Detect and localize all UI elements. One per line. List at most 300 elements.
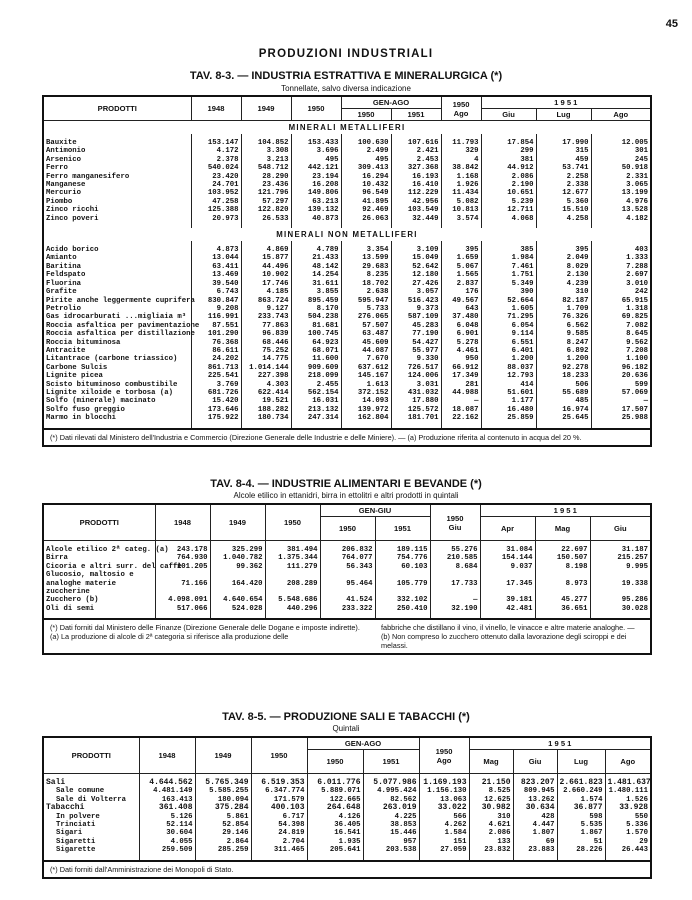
cell-value: 105.779	[375, 571, 430, 596]
cell-value: 44.496	[241, 263, 291, 271]
cell-value: 218.099	[291, 372, 341, 380]
cell-value: 13.199	[591, 189, 651, 197]
cell-value: 96.549	[341, 189, 391, 197]
cell-value: 180.094	[195, 796, 251, 804]
cell-value: 562.154	[291, 389, 341, 397]
cell-value: 285.259	[195, 846, 251, 854]
cell-value: 372.152	[341, 389, 391, 397]
cell-value: 122.820	[241, 206, 291, 214]
cell-value: 21.433	[291, 254, 341, 262]
cell-value: 25.859	[481, 414, 536, 422]
row-label: Sigaretti	[43, 838, 139, 846]
cell-value: 26.063	[341, 215, 391, 223]
cell-value: 188.282	[241, 406, 291, 414]
cell-value: 164.420	[210, 571, 265, 596]
header-1951: 1 9 5 1	[469, 737, 651, 750]
header-lug: Lug	[536, 109, 591, 121]
cell-value: 863.724	[241, 297, 291, 305]
cell-value: 215.257	[590, 554, 651, 562]
cell-value: 8.198	[535, 563, 590, 571]
cell-value: 45.283	[391, 322, 441, 330]
cell-value: 101.290	[191, 330, 241, 338]
cell-value: 39.181	[480, 596, 535, 604]
header-1950: 1950	[251, 737, 307, 774]
cell-value: 18.087	[441, 406, 481, 414]
row-label: Mercurio	[43, 189, 191, 197]
cell-value: 2.704	[251, 838, 307, 846]
cell-value: —	[430, 596, 480, 604]
row-label: Trinciati	[43, 821, 139, 829]
cell-value: 205.641	[307, 846, 363, 854]
cell-value: 76.326	[536, 313, 591, 321]
cell-value: 16.193	[391, 173, 441, 181]
cell-value: 125.388	[191, 206, 241, 214]
cell-value: 12.711	[481, 206, 536, 214]
cell-value: 1.984	[481, 254, 536, 262]
cell-value: 4.873	[191, 246, 241, 254]
cell-value: 13.599	[341, 254, 391, 262]
table-row	[43, 288, 651, 296]
cell-value: 2.086	[469, 829, 513, 837]
table-row	[43, 779, 651, 787]
cell-value: 3.696	[291, 147, 341, 155]
header-1950: 1950	[291, 96, 341, 121]
cell-value: 3.065	[591, 181, 651, 189]
cell-value: 6.519.353	[251, 779, 307, 787]
cell-value: 71.166	[155, 571, 210, 596]
cell-value: 162.804	[341, 414, 391, 422]
table-row	[43, 206, 651, 214]
header-lug: Lug	[557, 750, 605, 774]
cell-value: 598	[557, 813, 605, 821]
cell-value: 38.853	[363, 821, 419, 829]
cell-value: 431.032	[391, 389, 441, 397]
cell-value: 281	[441, 381, 481, 389]
header-gen-giu-1951: 1951	[375, 517, 430, 541]
table-8-3	[42, 95, 652, 447]
cell-value: 154.144	[480, 554, 535, 562]
header-1951: 1 9 5 1	[481, 96, 651, 109]
cell-value: 1.169.193	[419, 779, 469, 787]
cell-value: 125.572	[391, 406, 441, 414]
cell-value: 4.621	[469, 821, 513, 829]
cell-value: 14.093	[341, 397, 391, 405]
row-label: Birra	[43, 554, 155, 562]
table-row	[43, 189, 651, 197]
cell-value: 4.869	[241, 246, 291, 254]
cell-value: 41.524	[320, 596, 375, 604]
table-row	[43, 215, 651, 223]
header-apr: Apr	[480, 517, 535, 541]
table-row	[43, 397, 651, 405]
cell-value: 8.645	[591, 330, 651, 338]
cell-value: 1.605	[481, 305, 536, 313]
cell-value: 311.465	[251, 846, 307, 854]
cell-value: 29	[605, 838, 651, 846]
header-gen-ago: GEN-AGO	[341, 96, 441, 109]
cell-value: 440.296	[265, 605, 320, 613]
cell-value: 7.082	[591, 322, 651, 330]
table-8-3-subtitle: Tonnellate, salvo diversa indicazione	[281, 84, 411, 93]
row-label: Arsenico	[43, 156, 191, 164]
cell-value: 181.701	[391, 414, 441, 422]
cell-value: 9.562	[591, 339, 651, 347]
cell-value: 2.864	[195, 838, 251, 846]
header-giu: Giu	[513, 750, 557, 774]
cell-value: 3.010	[591, 280, 651, 288]
cell-value: 18.702	[341, 280, 391, 288]
row-label: Sigarette	[43, 846, 139, 854]
cell-value: 403	[591, 246, 651, 254]
cell-value: 13.063	[419, 796, 469, 804]
cell-value: 861.713	[191, 364, 241, 372]
cell-value: 2.338	[536, 181, 591, 189]
cell-value: 5.889.071	[307, 787, 363, 795]
row-label: Litantrace (carbone triassico)	[43, 355, 191, 363]
cell-value: 33.022	[419, 804, 469, 812]
cell-value: 506	[536, 381, 591, 389]
cell-value: 2.660.249	[557, 787, 605, 795]
cell-value: 28.226	[557, 846, 605, 854]
cell-value: 176	[441, 288, 481, 296]
cell-value: 54.427	[391, 339, 441, 347]
cell-value: 150.507	[535, 554, 590, 562]
cell-value: 259.509	[139, 846, 195, 854]
cell-value: 16.480	[481, 406, 536, 414]
cell-value: 124.006	[391, 372, 441, 380]
cell-value: 27.059	[419, 846, 469, 854]
cell-value: 16.031	[291, 397, 341, 405]
cell-value: 6.743	[191, 288, 241, 296]
cell-value: 1.709	[536, 305, 591, 313]
row-label: Zinco poveri	[43, 215, 191, 223]
cell-value: 4.303	[241, 381, 291, 389]
cell-value: 25.645	[536, 414, 591, 422]
cell-value: 8.247	[536, 339, 591, 347]
header-mag: Mag	[469, 750, 513, 774]
cell-value: 5.861	[195, 813, 251, 821]
cell-value: 87.551	[191, 322, 241, 330]
cell-value: 100.745	[291, 330, 341, 338]
cell-value: 17.746	[241, 280, 291, 288]
cell-value: 25.988	[591, 414, 651, 422]
cell-value: 2.378	[191, 156, 241, 164]
section-metalliferi: MINERALI METALLIFERI	[288, 123, 406, 132]
cell-value: 15.420	[191, 397, 241, 405]
cell-value: 7.208	[591, 347, 651, 355]
row-label: Amianto	[43, 254, 191, 262]
row-label: Pirite anche leggermente cuprifera	[43, 297, 191, 305]
cell-value: 19.521	[241, 397, 291, 405]
cell-value: 310	[536, 288, 591, 296]
cell-value: 909.609	[291, 364, 341, 372]
header-gen-ago-1951: 1951	[391, 109, 441, 121]
cell-value: 1.318	[591, 305, 651, 313]
cell-value: 69.825	[591, 313, 651, 321]
cell-value: 5.585.255	[195, 787, 251, 795]
cell-value: 4.239	[536, 280, 591, 288]
cell-value: 1.926	[441, 181, 481, 189]
cell-value: 2.130	[536, 271, 591, 279]
cell-value: 2.837	[441, 280, 481, 288]
header-ago: Ago	[605, 750, 651, 774]
row-label: Solfo (minerale) macinato	[43, 397, 191, 405]
cell-value: —	[441, 397, 481, 405]
row-label: Lignite xiloide e torbosa (a)	[43, 389, 191, 397]
cell-value: 595.947	[341, 297, 391, 305]
cell-value: 88.037	[481, 364, 536, 372]
cell-value: 145.167	[341, 372, 391, 380]
header-ago-1950-month: Ago	[453, 108, 469, 118]
row-label: Fluorina	[43, 280, 191, 288]
cell-value: 5.067	[441, 263, 481, 271]
cell-value: 764.077	[320, 554, 375, 562]
header-gen-giu-1950: 1950	[320, 517, 375, 541]
cell-value: 7.670	[341, 355, 391, 363]
cell-value: 57.069	[591, 389, 651, 397]
cell-value: 27.426	[391, 280, 441, 288]
table-row	[43, 846, 651, 854]
row-label: Zinco ricchi	[43, 206, 191, 214]
table-row	[43, 829, 651, 837]
cell-value: 428	[513, 813, 557, 821]
cell-value: 96.839	[241, 330, 291, 338]
cell-value: 2.331	[591, 173, 651, 181]
cell-value: 301	[591, 147, 651, 155]
cell-value: 764.930	[155, 554, 210, 562]
table-row	[43, 821, 651, 829]
cell-value: 4.644.562	[139, 779, 195, 787]
row-label: Piombo	[43, 198, 191, 206]
cell-value: 2.661.823	[557, 779, 605, 787]
cell-value: 23.883	[513, 846, 557, 854]
cell-value: 7.461	[481, 263, 536, 271]
table-row	[43, 364, 651, 372]
cell-value: 9.127	[241, 305, 291, 313]
table-row	[43, 571, 651, 596]
cell-value: 82.187	[536, 297, 591, 305]
cell-value: 203.538	[363, 846, 419, 854]
cell-value: 75.252	[241, 347, 291, 355]
cell-value: 1.333	[591, 254, 651, 262]
cell-value: 264.648	[307, 804, 363, 812]
header-prodotti: PRODOTTI	[43, 737, 139, 774]
cell-value: 395	[536, 246, 591, 254]
table-row	[43, 139, 651, 147]
cell-value: 180.734	[241, 414, 291, 422]
cell-value: 23.420	[191, 173, 241, 181]
cell-value: 71.295	[481, 313, 536, 321]
cell-value: 42.956	[391, 198, 441, 206]
cell-value: 15.877	[241, 254, 291, 262]
row-label: Roccia bituminosa	[43, 339, 191, 347]
cell-value: 4.995.424	[363, 787, 419, 795]
cell-value: 566	[419, 813, 469, 821]
cell-value: 26.533	[241, 215, 291, 223]
cell-value: 3.213	[241, 156, 291, 164]
cell-value: 22.697	[535, 546, 590, 554]
cell-value: 1.613	[341, 381, 391, 389]
header-mag: Mag	[535, 517, 590, 541]
cell-value: 40.873	[291, 215, 341, 223]
cell-value: 459	[536, 156, 591, 164]
cell-value: 63.487	[341, 330, 391, 338]
cell-value: 17.990	[536, 139, 591, 147]
header-giu-1950-year: 1950	[446, 513, 464, 523]
cell-value: 30.982	[469, 804, 513, 812]
cell-value: 4.185	[241, 288, 291, 296]
cell-value: 68.446	[241, 339, 291, 347]
row-label: Ferro	[43, 164, 191, 172]
cell-value: 86.611	[191, 347, 241, 355]
cell-value: 53.741	[536, 164, 591, 172]
cell-value: 95.286	[590, 596, 651, 604]
cell-value: 6.562	[536, 322, 591, 330]
cell-value: 173.646	[191, 406, 241, 414]
header-giu-1950-month: Giu	[448, 522, 462, 532]
header-giu: Giu	[590, 517, 651, 541]
cell-value: 1.584	[419, 829, 469, 837]
cell-value: 32.449	[391, 215, 441, 223]
cell-value: 895.459	[291, 297, 341, 305]
cell-value: 213.132	[291, 406, 341, 414]
cell-value: 548.712	[241, 164, 291, 172]
cell-value: 16.974	[536, 406, 591, 414]
cell-value: 227.398	[241, 372, 291, 380]
row-label: Bauxite	[43, 139, 191, 147]
cell-value: 52.114	[139, 821, 195, 829]
cell-value: 1.659	[441, 254, 481, 262]
cell-value: 622.414	[241, 389, 291, 397]
cell-value: 64.923	[291, 339, 341, 347]
cell-value: 208.289	[265, 571, 320, 596]
section-title: PRODUZIONI INDUSTRIALI	[258, 48, 434, 60]
cell-value: 116.991	[191, 313, 241, 321]
cell-value: 20.973	[191, 215, 241, 223]
row-label: Petrolio	[43, 305, 191, 313]
cell-value: 16.294	[341, 173, 391, 181]
cell-value: 9.585	[536, 330, 591, 338]
cell-value: 1.200	[536, 355, 591, 363]
cell-value: 210.585	[430, 554, 480, 562]
table-row	[43, 355, 651, 363]
cell-value: 5.360	[536, 198, 591, 206]
cell-value: 92.278	[536, 364, 591, 372]
cell-value: 24.202	[191, 355, 241, 363]
cell-value: 8.973	[535, 571, 590, 596]
cell-value: 60.103	[375, 563, 430, 571]
cell-value: 10.651	[481, 189, 536, 197]
header-gen-ago-1950: 1950	[341, 109, 391, 121]
cell-value: 3.354	[341, 246, 391, 254]
cell-value: 39.540	[191, 280, 241, 288]
cell-value: 41.895	[341, 198, 391, 206]
table-row	[43, 181, 651, 189]
cell-value: 9.114	[481, 330, 536, 338]
cell-value: 9.208	[191, 305, 241, 313]
cell-value: 68.071	[291, 347, 341, 355]
cell-value: 17.507	[591, 406, 651, 414]
cell-value: 139.132	[291, 206, 341, 214]
cell-value: 12.625	[469, 796, 513, 804]
cell-value: 6.901	[441, 330, 481, 338]
cell-value: 3.308	[241, 147, 291, 155]
table-row	[43, 804, 651, 812]
cell-value: 16.541	[307, 829, 363, 837]
cell-value: 550	[605, 813, 651, 821]
cell-value: 395	[441, 246, 481, 254]
cell-value: 19.338	[590, 571, 651, 596]
row-label: Oli di semi	[43, 605, 155, 613]
cell-value: 6.054	[481, 322, 536, 330]
cell-value: 6.892	[536, 347, 591, 355]
cell-value: 52.642	[391, 263, 441, 271]
cell-value: 329	[441, 147, 481, 155]
cell-value: 6.011.776	[307, 779, 363, 787]
cell-value: 3.855	[291, 288, 341, 296]
cell-value: 122.665	[307, 796, 363, 804]
header-ago-1950	[441, 96, 481, 121]
cell-value: 5.535	[557, 821, 605, 829]
table-row	[43, 389, 651, 397]
cell-value: 16.410	[391, 181, 441, 189]
table-row	[43, 246, 651, 254]
cell-value: 14.775	[241, 355, 291, 363]
cell-value: 5.733	[341, 305, 391, 313]
cell-value: 151	[419, 838, 469, 846]
row-label: Acido borico	[43, 246, 191, 254]
table-row	[43, 605, 651, 613]
cell-value: 17.733	[430, 571, 480, 596]
cell-value: 101.205	[155, 563, 210, 571]
cell-value: 23.832	[469, 846, 513, 854]
cell-value: 189.115	[375, 546, 430, 554]
cell-value: 31.611	[291, 280, 341, 288]
cell-value: 30.634	[513, 804, 557, 812]
table-row	[43, 787, 651, 795]
cell-value: 17.854	[481, 139, 536, 147]
cell-value: 63.411	[191, 263, 241, 271]
cell-value: 2.455	[291, 381, 341, 389]
table-row	[43, 596, 651, 604]
cell-value: 10.902	[241, 271, 291, 279]
table-8-4-footnote-left: (*) Dati forniti dal Ministero delle Finanze (Direzione Generale delle Dogane e imposte indirette). (a) La produzione di alcole di 2ª categoria si riferisce alla produzione delle	[43, 619, 375, 654]
table-8-5-footnote: (*) Dati forniti dall'Amministrazione dei Monopoli di Stato.	[43, 861, 651, 878]
cell-value: 495	[341, 156, 391, 164]
cell-value: 112.229	[391, 189, 441, 197]
cell-value: 375.284	[195, 804, 251, 812]
header-gen-giu: GEN-GIU	[320, 504, 430, 517]
cell-value: 24.701	[191, 181, 241, 189]
cell-value: 17.880	[391, 397, 441, 405]
cell-value: 11.434	[441, 189, 481, 197]
cell-value: 171.579	[251, 796, 307, 804]
header-1948: 1948	[139, 737, 195, 774]
cell-value: 133	[469, 838, 513, 846]
cell-value: 726.517	[391, 364, 441, 372]
row-label: Scisto bituminoso combustibile	[43, 381, 191, 389]
cell-value: 6.401	[481, 347, 536, 355]
table-row	[43, 381, 651, 389]
cell-value: 13.262	[513, 796, 557, 804]
cell-value: 1.040.782	[210, 554, 265, 562]
cell-value: 276.065	[341, 313, 391, 321]
table-row	[43, 271, 651, 279]
cell-value: 599	[591, 381, 651, 389]
header-ago: Ago	[591, 109, 651, 121]
header-gen-ago: GEN-AGO	[307, 737, 419, 750]
cell-value: 48.142	[291, 263, 341, 271]
